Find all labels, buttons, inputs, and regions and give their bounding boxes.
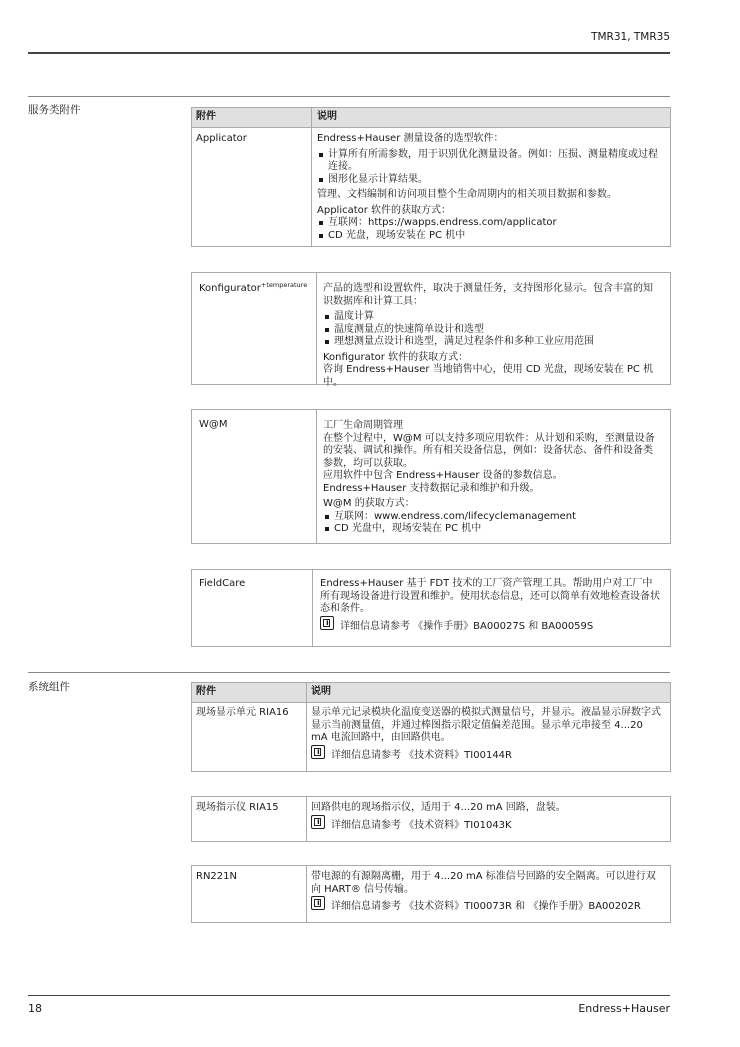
list-item: CD 光盘，现场安装在 PC 机中	[317, 230, 662, 243]
ria15-note-text: 详细信息请参考 《技术资料》TI01043K	[331, 819, 512, 831]
table-header	[192, 108, 670, 128]
ria16-description	[311, 707, 662, 762]
konfigurator-name-sup: +temperature	[260, 281, 308, 289]
rn221n-note	[311, 901, 662, 914]
wam-description	[323, 420, 662, 539]
wam-text-1: 在整个过程中，W@M 可以支持多项应用软件：从计划和采购，至测量设备的安装、调试和操作。所有相关设备信息，例如：设备状态、备件和设备类参数，均可以获取。	[323, 432, 655, 469]
wam-table	[191, 409, 671, 544]
list-item: 图形化显示计算结果。	[317, 174, 662, 187]
konfigurator-description	[323, 283, 662, 392]
page-number: 18	[28, 1002, 42, 1015]
table-header	[192, 683, 670, 703]
column-divider	[316, 273, 317, 384]
konfigurator-intro: 产品的选型和设置软件，取决于测量任务，支持图形化显示。包含丰富的知识数据库和计算工具：	[323, 283, 653, 307]
ria16-note-text: 详细信息请参考 《技术资料》TI00144R	[331, 749, 512, 761]
applicator-intro: Endress+Hauser 测量设备的选型软件：	[317, 133, 504, 144]
rn221n-text: 带电源的有源隔离栅，用于 4...20 mA 标准信号回路的安全隔离。可以进行双向 HART® 信号传输。	[311, 871, 656, 895]
info-doc-icon	[311, 745, 325, 759]
ria15-table	[191, 796, 671, 842]
applicator-table	[191, 107, 671, 247]
wam-get-title: W@M 的获取方式：	[323, 498, 415, 509]
konfigurator-name: Konfigurator	[199, 283, 261, 294]
konfigurator-get-text: 咨询 Endress+Hauser 当地销售中心，使用 CD 光盘，现场安装在 PC 机中。	[323, 364, 654, 388]
fieldcare-text: Endress+Hauser 基于 FDT 技术的工厂资产管理工具。帮助用户对工厂中所有现场设备进行设置和维护。使用状态信息，还可以简单有效地检查设备状态和条件。	[320, 578, 660, 614]
applicator-get-title: Applicator 软件的获取方式：	[317, 204, 452, 216]
rn221n-note-text: 详细信息请参考 《技术资料》TI00073R 和 《操作手册》BA00202R	[331, 901, 641, 912]
list-item: 温度计算	[323, 311, 662, 324]
fieldcare-note	[320, 621, 662, 634]
ria15-note	[311, 820, 662, 833]
list-item: 理想测量点设计和选型，满足过程条件和多种工业应用范围	[323, 336, 662, 349]
section-title-system: 系统组件	[28, 681, 70, 693]
column-header-description: 说明	[311, 686, 331, 697]
column-header-accessory: 附件	[196, 111, 216, 122]
applicator-description	[317, 133, 662, 245]
section-rule-system	[28, 672, 670, 673]
section-title-service: 服务类附件	[28, 104, 81, 116]
accessory-name-rn221n: RN221N	[196, 871, 237, 882]
list-item: 互联网：www.endress.com/lifecyclemanagement	[323, 511, 662, 524]
wam-get-bullets	[323, 511, 662, 536]
header-rule	[28, 52, 670, 54]
rn221n-description	[311, 871, 662, 914]
list-item: CD 光盘中，现场安装在 PC 机中	[323, 523, 662, 536]
list-item: 温度测量点的快速简单设计和选型	[323, 324, 662, 337]
konfigurator-get-title: Konfigurator 软件的获取方式：	[323, 351, 469, 363]
ria16-table	[191, 682, 671, 772]
applicator-bullets	[317, 149, 662, 187]
accessory-name-konfigurator	[199, 283, 307, 296]
column-divider	[306, 866, 307, 922]
accessory-name-ria15: 现场指示仪 RIA15	[196, 802, 279, 813]
applicator-para: 管理、文档编制和访问项目整个生命周期内的相关项目数据和参数。	[317, 189, 617, 200]
fieldcare-description	[320, 578, 662, 633]
konfigurator-table	[191, 272, 671, 388]
column-header-description: 说明	[317, 111, 337, 122]
info-doc-icon	[311, 815, 325, 829]
rn221n-table	[191, 865, 671, 923]
info-doc-icon	[311, 896, 325, 910]
ria15-description	[311, 802, 662, 832]
brand-name: Endress+Hauser	[578, 1002, 670, 1015]
accessory-name-fieldcare: FieldCare	[199, 578, 246, 589]
accessory-name-wam: W@M	[199, 419, 228, 430]
column-divider	[312, 570, 313, 646]
fieldcare-table	[191, 569, 671, 647]
list-item: 互联网：https://wapps.endress.com/applicator	[317, 217, 662, 230]
info-doc-icon	[320, 616, 334, 630]
wam-intro: 工厂生命周期管理	[323, 420, 403, 431]
ria15-text: 回路供电的现场指示仪，适用于 4...20 mA 回路，盘装。	[311, 802, 566, 813]
column-divider	[311, 108, 312, 246]
section-rule-service	[28, 96, 670, 97]
applicator-get-bullets	[317, 217, 662, 242]
footer-rule	[28, 995, 670, 996]
accessory-name-applicator: Applicator	[196, 133, 247, 144]
list-item: 计算所有所需参数，用于识别优化测量设备。例如：压损、测量精度或过程连接。	[317, 149, 662, 174]
accessory-name-ria16: 现场显示单元 RIA16	[196, 707, 289, 718]
document-title: TMR31, TMR35	[591, 31, 670, 43]
column-header-accessory: 附件	[196, 686, 216, 697]
ria16-note	[311, 750, 662, 763]
column-divider	[306, 683, 307, 771]
fieldcare-note-text: 详细信息请参考 《操作手册》BA00027S 和 BA00059S	[340, 620, 594, 632]
wam-text-3: Endress+Hauser 支持数据记录和维护和升级。	[323, 482, 540, 494]
wam-text-2: 应用软件中包含 Endress+Hauser 设备的参数信息。	[323, 470, 563, 481]
column-divider	[306, 797, 307, 841]
konfigurator-bullets	[323, 311, 662, 349]
ria16-text: 显示单元记录模块化温度变送器的模拟式测量信号，并显示。液晶显示屏数字式显示当前测量值，并通过棒图指示限定值偏差范围。显示单元串接至 4...20 mA 电流回路中，由回路供电。	[311, 707, 661, 743]
column-divider	[316, 410, 317, 543]
